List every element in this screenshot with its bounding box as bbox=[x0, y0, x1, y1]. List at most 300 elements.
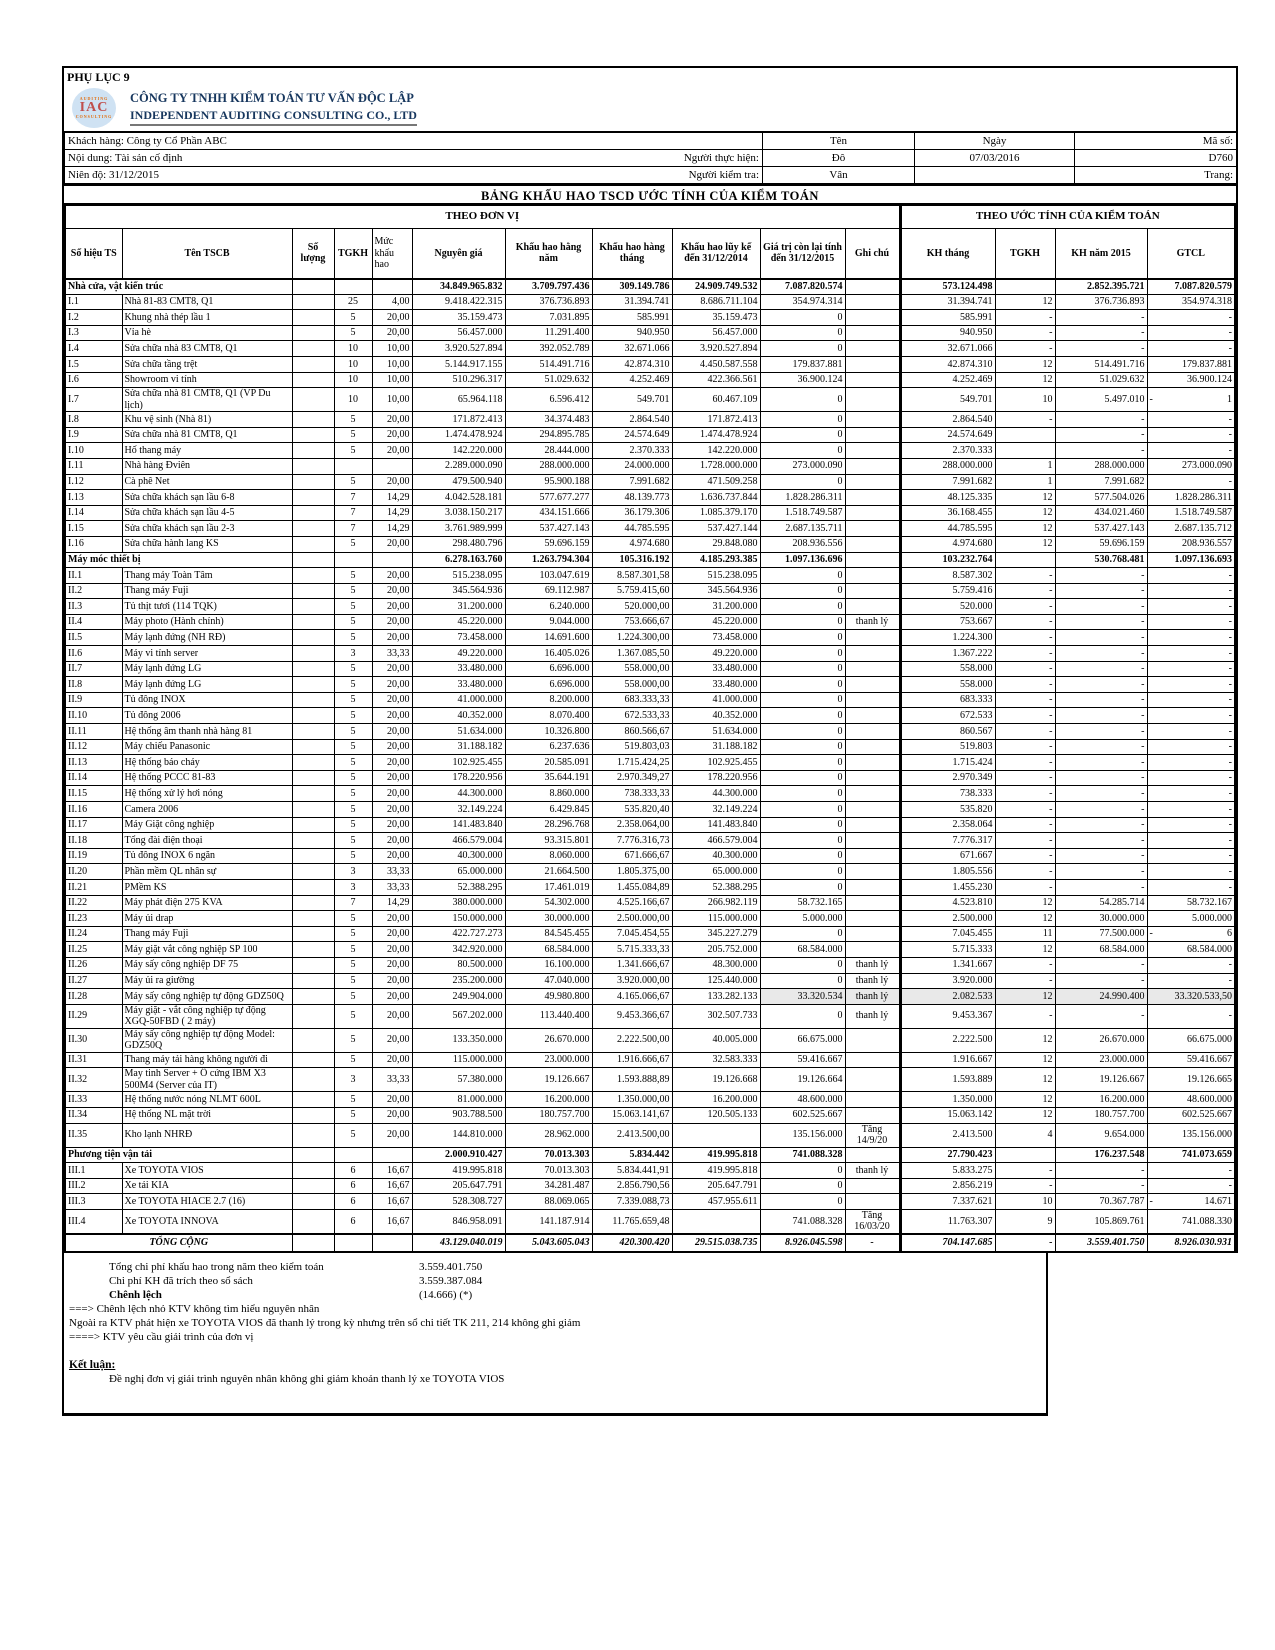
cell-col-9: 0 bbox=[760, 427, 845, 443]
cell-col-11: 42.874.310 bbox=[900, 356, 995, 372]
cell-col-14: - bbox=[1147, 1004, 1235, 1028]
table-row bbox=[65, 458, 1235, 474]
cell-col-7: 738.333,33 bbox=[592, 786, 672, 802]
cell-col-3: 5 bbox=[334, 568, 372, 584]
cell-col-1: Máy sấy công nghiệp tự động Model: GDZ50Q bbox=[122, 1028, 292, 1052]
cell-col-3: 5 bbox=[334, 957, 372, 973]
cell-col-9: 0 bbox=[760, 957, 845, 973]
cell-col-8: 29.515.038.735 bbox=[672, 1234, 760, 1252]
cell-col-1: Camera 2006 bbox=[122, 802, 292, 818]
preparer-value: Đô bbox=[763, 149, 915, 166]
cell-col-5: 65.000.000 bbox=[412, 864, 505, 880]
cell-col-8: 142.220.000 bbox=[672, 443, 760, 459]
cell-col-0: I.5 bbox=[65, 356, 122, 372]
cell-col-4: 20,00 bbox=[372, 786, 412, 802]
cell-col-13: 577.504.026 bbox=[1055, 490, 1147, 506]
cell-col-1: Sửa chữa hành lang KS bbox=[122, 536, 292, 552]
cell-col-10 bbox=[845, 568, 900, 584]
cell-col-1: Hệ thống nước nóng NLMT 600L bbox=[122, 1092, 292, 1108]
cell-col-12: 12 bbox=[995, 505, 1055, 521]
cell-col-12: 10 bbox=[995, 388, 1055, 412]
cell-col-9: 0 bbox=[760, 474, 845, 490]
cell-col-6: 93.315.801 bbox=[505, 833, 592, 849]
cell-col-7: 1.455.084,89 bbox=[592, 879, 672, 895]
cell-col-3: 7 bbox=[334, 490, 372, 506]
cell-col-14: - bbox=[1147, 957, 1235, 973]
cell-col-2 bbox=[292, 1123, 334, 1147]
cell-col-14: 7.087.820.579 bbox=[1147, 279, 1235, 295]
cell-col-6: 1.263.794.304 bbox=[505, 552, 592, 568]
cell-col-13: - bbox=[1055, 770, 1147, 786]
cell-col-7: 1.715.424,25 bbox=[592, 755, 672, 771]
cell-col-4: 20,00 bbox=[372, 1123, 412, 1147]
cell-col-9: 0 bbox=[760, 599, 845, 615]
cell-col-7: 1.593.888,89 bbox=[592, 1068, 672, 1092]
cell-col-8: 133.282.133 bbox=[672, 989, 760, 1005]
cell-col-12: - bbox=[995, 848, 1055, 864]
cell-col-4: 20,00 bbox=[372, 536, 412, 552]
cell-col-6: 34.374.483 bbox=[505, 412, 592, 428]
table-row bbox=[65, 1163, 1235, 1179]
cell-col-9: 0 bbox=[760, 739, 845, 755]
cell-col-3: 5 bbox=[334, 536, 372, 552]
cell-col-10 bbox=[845, 1092, 900, 1108]
cell-col-12: - bbox=[995, 630, 1055, 646]
cell-col-11: 520.000 bbox=[900, 599, 995, 615]
cell-col-13: - bbox=[1055, 630, 1147, 646]
cell-col-0: II.1 bbox=[65, 568, 122, 584]
cell-col-1: Sửa chữa khách sạn lầu 2-3 bbox=[122, 521, 292, 537]
cell-col-8: 1.636.737.844 bbox=[672, 490, 760, 506]
cell-col-14: - bbox=[1147, 646, 1235, 662]
table-row bbox=[65, 1052, 1235, 1068]
cell-col-3: 6 bbox=[334, 1163, 372, 1179]
cell-col-5: 31.200.000 bbox=[412, 599, 505, 615]
cell-col-7: 11.765.659,48 bbox=[592, 1209, 672, 1234]
worksheet-title: BẢNG KHẤU HAO TSCD ƯỚC TÍNH CỦA KIỂM TOÁN bbox=[64, 184, 1236, 204]
cell-col-8: 1.474.478.924 bbox=[672, 427, 760, 443]
cell-col-2 bbox=[292, 786, 334, 802]
column-header-6: Khấu hao hằng năm bbox=[505, 229, 592, 279]
cell-col-2 bbox=[292, 833, 334, 849]
table-row bbox=[65, 786, 1235, 802]
cell-col-6: 113.440.400 bbox=[505, 1004, 592, 1028]
cell-col-5: 144.810.000 bbox=[412, 1123, 505, 1147]
table-row bbox=[65, 864, 1235, 880]
cell-col-8: 178.220.956 bbox=[672, 770, 760, 786]
cell-col-14: 66.675.000 bbox=[1147, 1028, 1235, 1052]
cell-col-4: 16,67 bbox=[372, 1178, 412, 1194]
cell-col-6: 16.100.000 bbox=[505, 957, 592, 973]
cell-col-8: 345.564.936 bbox=[672, 583, 760, 599]
cell-col-2 bbox=[292, 427, 334, 443]
cell-col-7: 9.453.366,67 bbox=[592, 1004, 672, 1028]
cell-col-0: II.5 bbox=[65, 630, 122, 646]
cell-col-7: 1.805.375,00 bbox=[592, 864, 672, 880]
note-line: ====> KTV yêu cầu giải trình của đơn vị bbox=[69, 1331, 254, 1343]
cell-col-12: - bbox=[995, 1234, 1055, 1252]
cell-col-3: 5 bbox=[334, 817, 372, 833]
cell-col-1: Máy lạnh đứng (NH RĐ) bbox=[122, 630, 292, 646]
cell-col-2 bbox=[292, 1068, 334, 1092]
cell-col-4: 10,00 bbox=[372, 372, 412, 388]
cell-col-0: II.28 bbox=[65, 989, 122, 1005]
column-header-9: Giá trị còn lại tính đến 31/12/2015 bbox=[760, 229, 845, 279]
cell-col-7: 1.367.085,50 bbox=[592, 646, 672, 662]
cell-col-11: 1.224.300 bbox=[900, 630, 995, 646]
cell-col-6: 49.980.800 bbox=[505, 989, 592, 1005]
table-row bbox=[65, 1209, 1235, 1234]
cell-col-7: 8.587.301,58 bbox=[592, 568, 672, 584]
cell-col-0: II.7 bbox=[65, 661, 122, 677]
cell-col-10 bbox=[845, 427, 900, 443]
cell-col-11: 3.920.000 bbox=[900, 973, 995, 989]
cell-col-13: 9.654.000 bbox=[1055, 1123, 1147, 1147]
cell-col-13: - bbox=[1055, 341, 1147, 357]
cell-col-0: I.2 bbox=[65, 310, 122, 326]
cell-col-6: 21.664.500 bbox=[505, 864, 592, 880]
cell-col-1: Thang máy Fuji bbox=[122, 583, 292, 599]
cell-col-11: 288.000.000 bbox=[900, 458, 995, 474]
cell-col-11: 48.125.335 bbox=[900, 490, 995, 506]
cell-col-13: - bbox=[1055, 724, 1147, 740]
cell-col-7: 7.339.088,73 bbox=[592, 1194, 672, 1210]
cell-col-14 bbox=[1147, 388, 1235, 412]
cell-col-4: 20,00 bbox=[372, 630, 412, 646]
cell-col-9: 0 bbox=[760, 1178, 845, 1194]
cell-col-9: 5.000.000 bbox=[760, 911, 845, 927]
cell-col-5: 515.238.095 bbox=[412, 568, 505, 584]
cell-col-0: II.16 bbox=[65, 802, 122, 818]
cell-col-4: 20,00 bbox=[372, 427, 412, 443]
cell-col-1: PMềm KS bbox=[122, 879, 292, 895]
cell-col-6: 70.013.303 bbox=[505, 1163, 592, 1179]
cell-col-3: 5 bbox=[334, 583, 372, 599]
cell-col-9: 59.416.667 bbox=[760, 1052, 845, 1068]
cell-col-11: 11.763.307 bbox=[900, 1209, 995, 1234]
cell-col-11: 2.082.533 bbox=[900, 989, 995, 1005]
cell-col-13: - bbox=[1055, 786, 1147, 802]
cell-col-9: 0 bbox=[760, 677, 845, 693]
cell-col-9: 273.000.090 bbox=[760, 458, 845, 474]
cell-col-9: 0 bbox=[760, 630, 845, 646]
cell-col-1: Kho lạnh NHRĐ bbox=[122, 1123, 292, 1147]
cell-col-9: 354.974.314 bbox=[760, 294, 845, 310]
cell-col-1: Showroom vi tính bbox=[122, 372, 292, 388]
cell-col-2 bbox=[292, 848, 334, 864]
cell-col-10 bbox=[845, 443, 900, 459]
cell-col-1: Xe TOYOTA VIOS bbox=[122, 1163, 292, 1179]
section-row bbox=[65, 279, 1235, 295]
cell-col-9: 0 bbox=[760, 802, 845, 818]
cell-col-11: 36.168.455 bbox=[900, 505, 995, 521]
table-row bbox=[65, 341, 1235, 357]
cell-col-2 bbox=[292, 372, 334, 388]
cell-col-3: 5 bbox=[334, 1004, 372, 1028]
cell-col-0: II.4 bbox=[65, 614, 122, 630]
table-row bbox=[65, 646, 1235, 662]
cell-col-2 bbox=[292, 708, 334, 724]
cell-col-10: thanh lý bbox=[845, 1163, 900, 1179]
cell-col-9: 0 bbox=[760, 879, 845, 895]
cell-col-12 bbox=[995, 552, 1055, 568]
cell-col-9: 33.320.534 bbox=[760, 989, 845, 1005]
cell-col-4: 20,00 bbox=[372, 310, 412, 326]
cell-col-13: - bbox=[1055, 833, 1147, 849]
cell-col-11: 7.045.455 bbox=[900, 926, 995, 942]
cell-col-7: 36.179.306 bbox=[592, 505, 672, 521]
cell-col-12: - bbox=[995, 568, 1055, 584]
cell-col-14: 36.900.124 bbox=[1147, 372, 1235, 388]
cell-col-4: 16,67 bbox=[372, 1163, 412, 1179]
cell-col-2 bbox=[292, 341, 334, 357]
cell-col-4: 20,00 bbox=[372, 989, 412, 1005]
cell-col-2 bbox=[292, 692, 334, 708]
cell-col-12: 12 bbox=[995, 294, 1055, 310]
cell-col-10 bbox=[845, 802, 900, 818]
cell-col-11: 2.864.540 bbox=[900, 412, 995, 428]
cell-col-14: - bbox=[1147, 864, 1235, 880]
cell-col-13: 514.491.716 bbox=[1055, 356, 1147, 372]
cell-col-0: I.7 bbox=[65, 388, 122, 412]
cell-col-6: 69.112.987 bbox=[505, 583, 592, 599]
cell-col-10 bbox=[845, 724, 900, 740]
cell-value: 1 bbox=[1227, 393, 1232, 405]
cell-col-1: Nhà 81-83 CMT8, Q1 bbox=[122, 294, 292, 310]
cell-col-2 bbox=[292, 1028, 334, 1052]
cell-col-5: 44.300.000 bbox=[412, 786, 505, 802]
cell-col-13: 59.696.159 bbox=[1055, 536, 1147, 552]
cell-col-5: 31.188.182 bbox=[412, 739, 505, 755]
cell-col-3: 10 bbox=[334, 341, 372, 357]
cell-col-0: II.12 bbox=[65, 739, 122, 755]
cell-col-7: 2.222.500,00 bbox=[592, 1028, 672, 1052]
cell-col-0: II.17 bbox=[65, 817, 122, 833]
cell-col-0: I.9 bbox=[65, 427, 122, 443]
cell-col-9: 0 bbox=[760, 646, 845, 662]
cell-col-9: 0 bbox=[760, 770, 845, 786]
cell-col-7: 5.715.333,33 bbox=[592, 942, 672, 958]
cell-col-4: 20,00 bbox=[372, 474, 412, 490]
cell-col-8: 35.159.473 bbox=[672, 310, 760, 326]
summary-label: Chênh lệch bbox=[109, 1289, 162, 1301]
cell-col-14: - bbox=[1147, 412, 1235, 428]
cell-col-3 bbox=[334, 552, 372, 568]
cell-col-6: 103.047.619 bbox=[505, 568, 592, 584]
cell-col-13: - bbox=[1055, 848, 1147, 864]
table-row bbox=[65, 1092, 1235, 1108]
cell-col-10 bbox=[845, 630, 900, 646]
appendix-label: PHỤ LỤC 9 bbox=[67, 70, 130, 84]
cell-col-11: 9.453.367 bbox=[900, 1004, 995, 1028]
cell-col-0: II.10 bbox=[65, 708, 122, 724]
cell-col-0: II.29 bbox=[65, 1004, 122, 1028]
cell-col-10 bbox=[845, 1107, 900, 1123]
cell-col-11: 44.785.595 bbox=[900, 521, 995, 537]
negative-dash: - bbox=[1149, 928, 1153, 940]
cell-col-8: 3.920.527.894 bbox=[672, 341, 760, 357]
cell-col-0: II.19 bbox=[65, 848, 122, 864]
cell-col-0: II.30 bbox=[65, 1028, 122, 1052]
table-row bbox=[65, 661, 1235, 677]
cell-col-3: 5 bbox=[334, 926, 372, 942]
table-row bbox=[65, 942, 1235, 958]
cell-col-3: 5 bbox=[334, 786, 372, 802]
summary-label: Tổng chi phí khấu hao trong năm theo kiểm toán bbox=[109, 1261, 324, 1273]
cell-col-0: II.27 bbox=[65, 973, 122, 989]
cell-col-6: 26.670.000 bbox=[505, 1028, 592, 1052]
cell-col-14: - bbox=[1147, 817, 1235, 833]
cell-col-5: 178.220.956 bbox=[412, 770, 505, 786]
cell-col-11: 683.333 bbox=[900, 692, 995, 708]
company-name-vn: CÔNG TY TNHH KIỂM TOÁN TƯ VẤN ĐỘC LẬP bbox=[130, 90, 414, 105]
document-frame bbox=[62, 66, 1238, 1253]
cell-col-11: 103.232.764 bbox=[900, 552, 995, 568]
cell-col-5: 35.159.473 bbox=[412, 310, 505, 326]
cell-col-9: 0 bbox=[760, 341, 845, 357]
cell-col-5: 298.480.796 bbox=[412, 536, 505, 552]
cell-col-8: 471.509.258 bbox=[672, 474, 760, 490]
cell-col-11: 5.759.416 bbox=[900, 583, 995, 599]
cell-col-9: 0 bbox=[760, 443, 845, 459]
cell-col-13: 77.500.000 bbox=[1055, 926, 1147, 942]
cell-col-4: 20,00 bbox=[372, 1107, 412, 1123]
cell-col-8 bbox=[672, 1123, 760, 1147]
cell-col-1: Máy ủi ra giường bbox=[122, 973, 292, 989]
cell-col-12: - bbox=[995, 599, 1055, 615]
cell-col-8: 419.995.818 bbox=[672, 1147, 760, 1163]
cell-col-11: 1.715.424 bbox=[900, 755, 995, 771]
cell-col-10 bbox=[845, 372, 900, 388]
cell-col-4: 20,00 bbox=[372, 911, 412, 927]
cell-col-13: - bbox=[1055, 755, 1147, 771]
cell-col-1: Khung nhà thép lầu 1 bbox=[122, 310, 292, 326]
cell-col-6: 10.326.800 bbox=[505, 724, 592, 740]
cell-col-12: - bbox=[995, 1163, 1055, 1179]
cell-col-5: 141.483.840 bbox=[412, 817, 505, 833]
cell-col-8: 102.925.455 bbox=[672, 755, 760, 771]
cell-col-6: 20.585.091 bbox=[505, 755, 592, 771]
cell-col-9: 1.828.286.311 bbox=[760, 490, 845, 506]
cell-col-3: 3 bbox=[334, 646, 372, 662]
cell-col-7: 558.000,00 bbox=[592, 677, 672, 693]
cell-col-5: 528.308.727 bbox=[412, 1194, 505, 1210]
cell-col-3: 5 bbox=[334, 1123, 372, 1147]
cell-col-14: - bbox=[1147, 427, 1235, 443]
cell-col-4: 20,00 bbox=[372, 325, 412, 341]
cell-col-7: 44.785.595 bbox=[592, 521, 672, 537]
table-row bbox=[65, 973, 1235, 989]
cell-col-5: 9.418.422.315 bbox=[412, 294, 505, 310]
cell-col-0: II.14 bbox=[65, 770, 122, 786]
cell-col-4: 14,29 bbox=[372, 505, 412, 521]
cell-col-9: 741.088.328 bbox=[760, 1147, 845, 1163]
cell-col-14: 1.097.136.693 bbox=[1147, 552, 1235, 568]
cell-col-7: 2.864.540 bbox=[592, 412, 672, 428]
cell-col-9: 0 bbox=[760, 310, 845, 326]
cell-col-5: 51.634.000 bbox=[412, 724, 505, 740]
cell-col-0: II.24 bbox=[65, 926, 122, 942]
cell-col-8: 19.126.668 bbox=[672, 1068, 760, 1092]
cell-col-12: - bbox=[995, 1178, 1055, 1194]
cell-col-14: 2.687.135.712 bbox=[1147, 521, 1235, 537]
empty-cell bbox=[915, 166, 1075, 183]
cell-col-6: 28.444.000 bbox=[505, 443, 592, 459]
cell-col-0: II.11 bbox=[65, 724, 122, 740]
reviewer-value: Vân bbox=[763, 166, 915, 183]
cell-col-8: 52.388.295 bbox=[672, 879, 760, 895]
cell-col-12: - bbox=[995, 833, 1055, 849]
cell-col-14: - bbox=[1147, 677, 1235, 693]
cell-col-9: 602.525.667 bbox=[760, 1107, 845, 1123]
cell-col-10 bbox=[845, 412, 900, 428]
cell-col-11: 2.222.500 bbox=[900, 1028, 995, 1052]
cell-col-4: 16,67 bbox=[372, 1194, 412, 1210]
cell-col-13: - bbox=[1055, 817, 1147, 833]
cell-col-14: - bbox=[1147, 583, 1235, 599]
cell-col-2 bbox=[292, 724, 334, 740]
table-row bbox=[65, 372, 1235, 388]
cell-col-5: 380.000.000 bbox=[412, 895, 505, 911]
cell-col-9: 0 bbox=[760, 724, 845, 740]
cell-col-6: 16.200.000 bbox=[505, 1092, 592, 1108]
column-header-5: Nguyên giá bbox=[412, 229, 505, 279]
cell-col-8: 65.000.000 bbox=[672, 864, 760, 880]
cell-col-7: 672.533,33 bbox=[592, 708, 672, 724]
cell-col-8: 44.300.000 bbox=[672, 786, 760, 802]
cell-col-12: 1 bbox=[995, 474, 1055, 490]
cell-col-10 bbox=[845, 661, 900, 677]
cell-col-10 bbox=[845, 692, 900, 708]
cell-col-10 bbox=[845, 356, 900, 372]
cell-col-8: 29.848.080 bbox=[672, 536, 760, 552]
table-row bbox=[65, 1107, 1235, 1123]
cell-col-4: 20,00 bbox=[372, 568, 412, 584]
cell-col-5: 4.042.528.181 bbox=[412, 490, 505, 506]
cell-col-4 bbox=[372, 1147, 412, 1163]
cell-col-9: 0 bbox=[760, 325, 845, 341]
cell-col-13: - bbox=[1055, 614, 1147, 630]
cell-col-12: - bbox=[995, 1004, 1055, 1028]
cell-col-9: 66.675.000 bbox=[760, 1028, 845, 1052]
cell-col-1: Hệ thống PCCC 81-83 bbox=[122, 770, 292, 786]
table-row bbox=[65, 1194, 1235, 1210]
cell-col-12: - bbox=[995, 770, 1055, 786]
cell-col-0: II.23 bbox=[65, 911, 122, 927]
summary-label: Chi phí KH đã trích theo sổ sách bbox=[109, 1275, 253, 1287]
cell-col-5: 43.129.040.019 bbox=[412, 1234, 505, 1252]
cell-col-10 bbox=[845, 474, 900, 490]
cell-col-10 bbox=[845, 341, 900, 357]
cell-col-14: 354.974.318 bbox=[1147, 294, 1235, 310]
cell-col-5: 205.647.791 bbox=[412, 1178, 505, 1194]
cell-col-1: Nhà hàng Đviên bbox=[122, 458, 292, 474]
cell-col-11: 573.124.498 bbox=[900, 279, 995, 295]
period-cell bbox=[65, 166, 763, 183]
cell-col-12: 9 bbox=[995, 1209, 1055, 1234]
cell-col-8: 515.238.095 bbox=[672, 568, 760, 584]
column-header-14: GTCL bbox=[1147, 229, 1235, 279]
cell-col-2 bbox=[292, 490, 334, 506]
cell-col-7: 420.300.420 bbox=[592, 1234, 672, 1252]
cell-col-3: 5 bbox=[334, 630, 372, 646]
cell-col-6: 8.860.000 bbox=[505, 786, 592, 802]
cell-col-4: 20,00 bbox=[372, 973, 412, 989]
cell-col-9: 7.087.820.574 bbox=[760, 279, 845, 295]
cell-col-12: 12 bbox=[995, 536, 1055, 552]
cell-col-11: 1.341.667 bbox=[900, 957, 995, 973]
cell-value: 6 bbox=[1227, 928, 1232, 940]
